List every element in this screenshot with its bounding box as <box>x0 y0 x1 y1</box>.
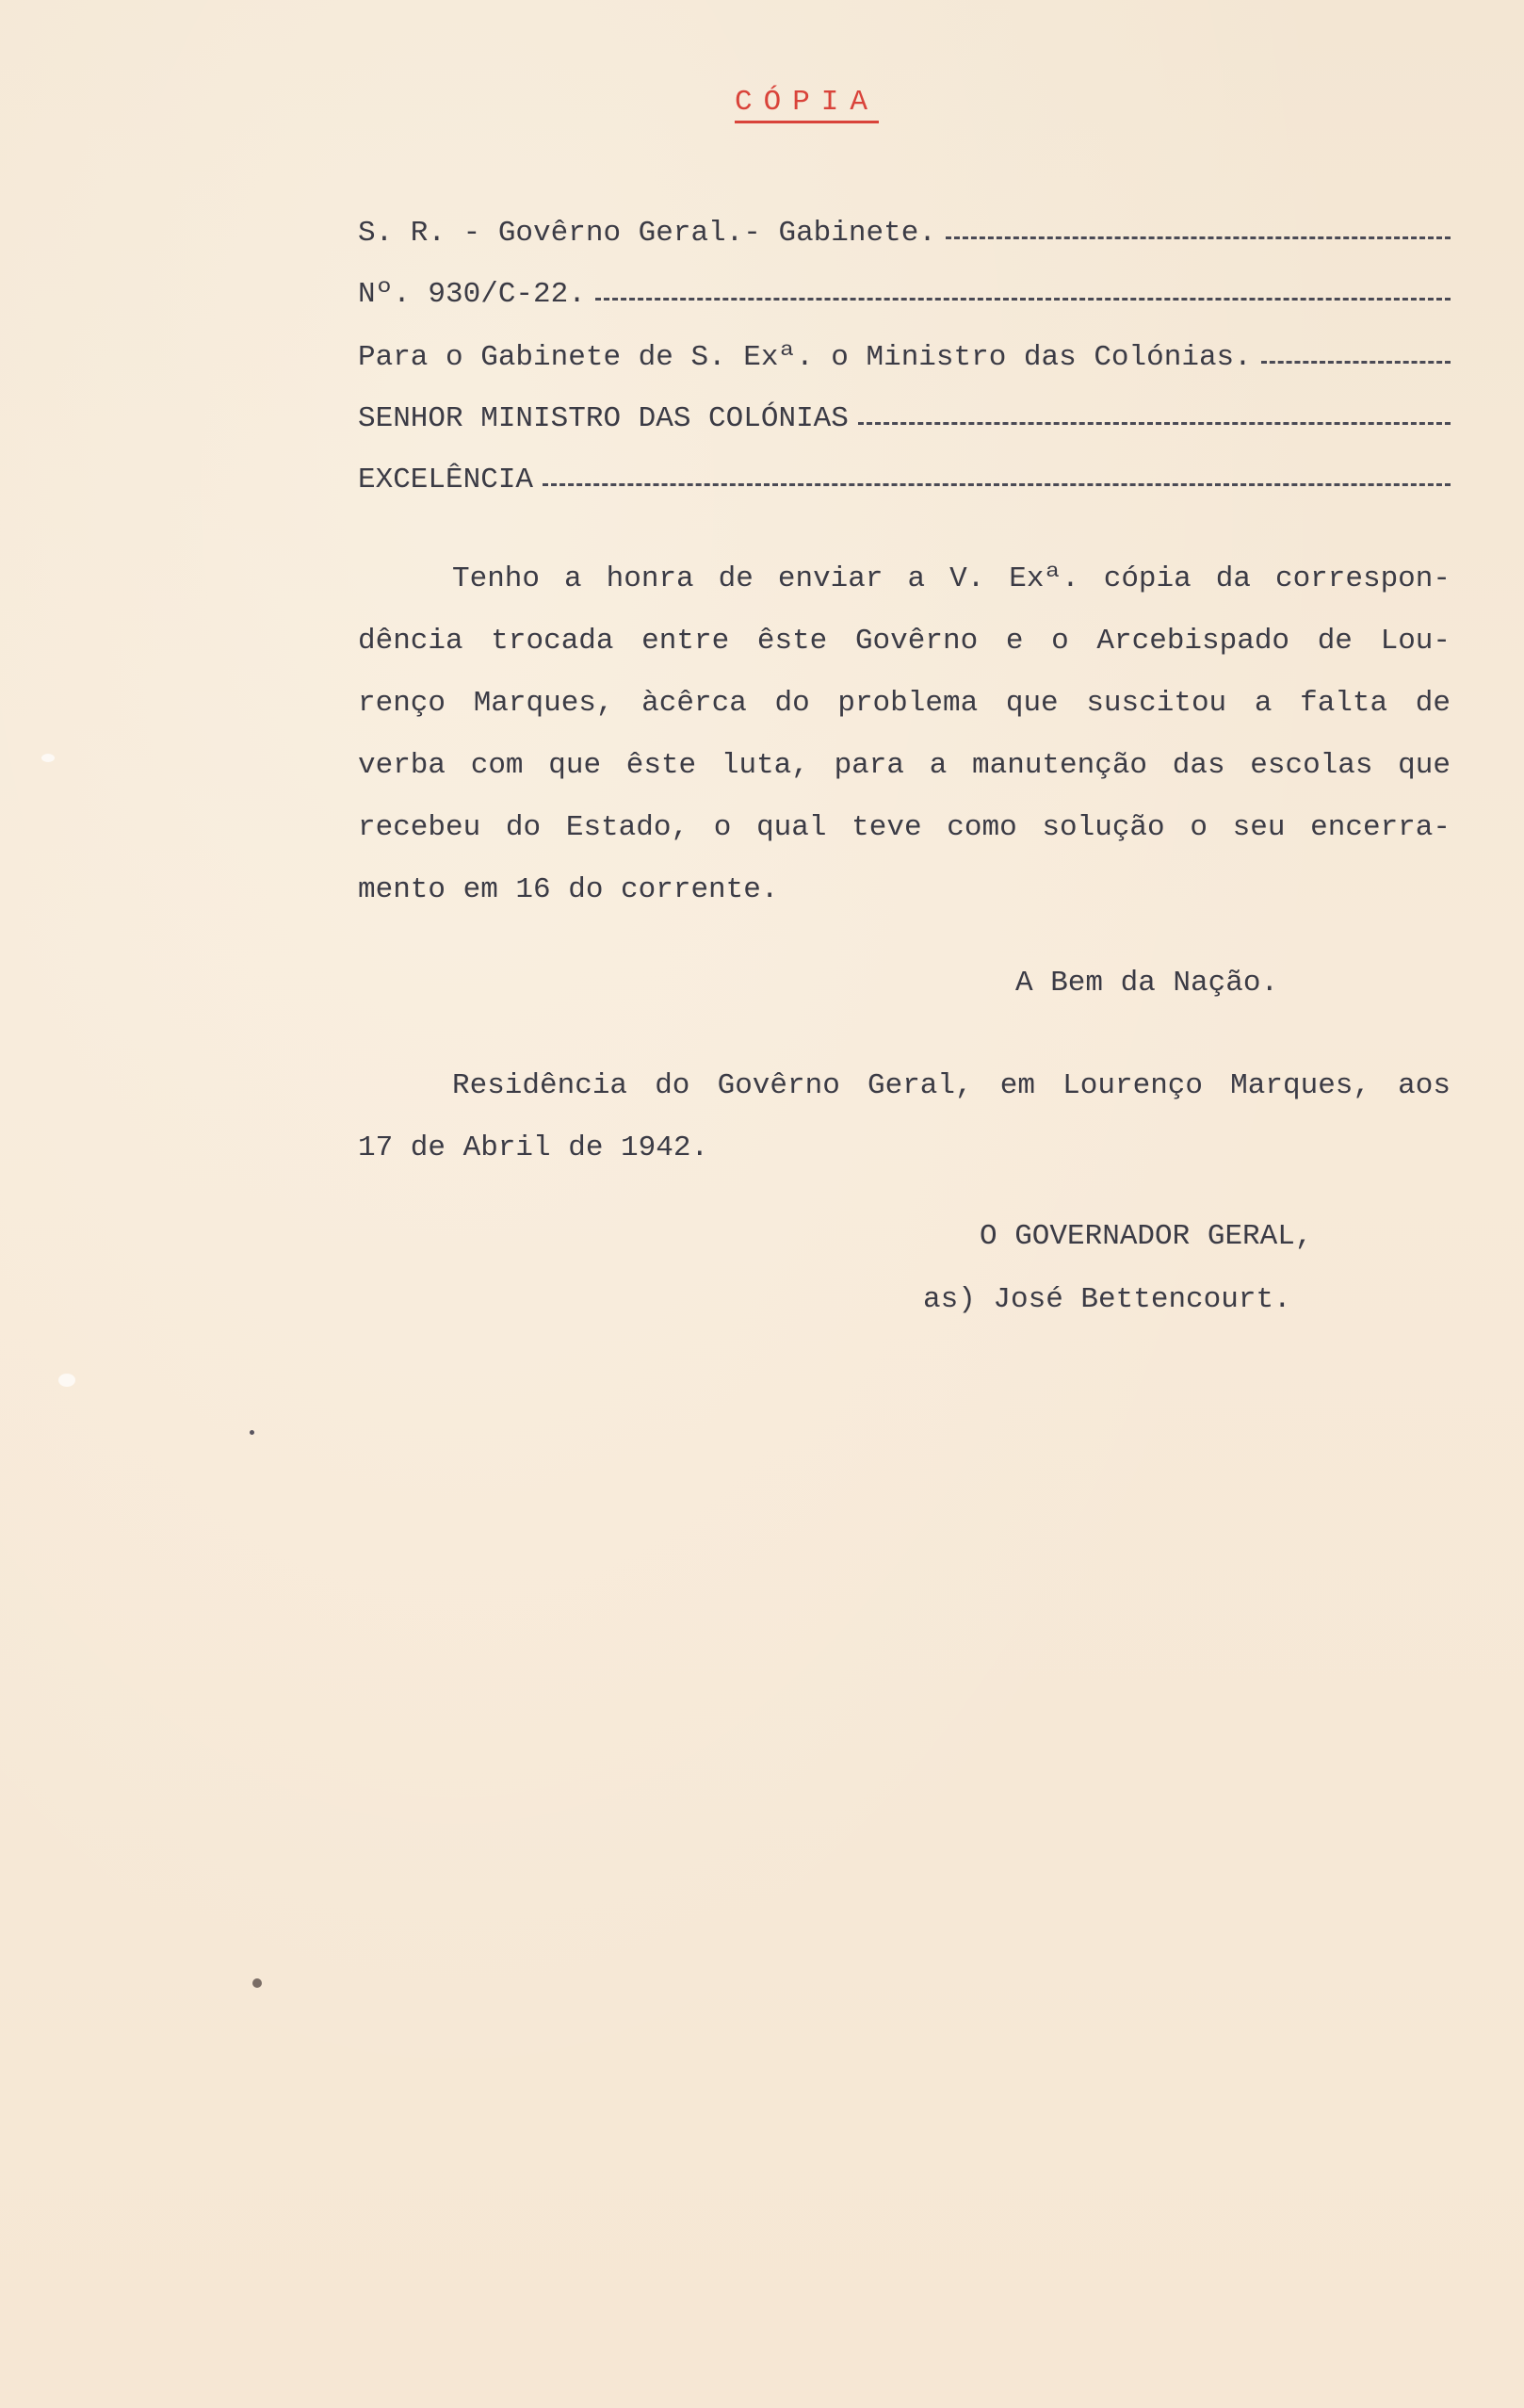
body-line: recebeu do Estado, o qual teve como solução o seu encerra- <box>358 811 1451 844</box>
header-line-salutation <box>358 400 1451 438</box>
paper-speck <box>41 754 55 762</box>
dash-leader <box>543 483 1451 486</box>
dash-leader <box>1261 361 1451 364</box>
signatory-name: as) José Bettencourt. <box>923 1283 1291 1316</box>
place-date-line: Residência do Govêrno Geral, em Lourenço Marques, aos <box>452 1069 1451 1102</box>
place-date-paragraph <box>358 1055 1451 1180</box>
body-line: mento em 16 do corrente. <box>358 873 779 906</box>
header-line-recipient <box>358 339 1451 377</box>
body-line: dência trocada entre êste Govêrno e o Arcebispado de Lou- <box>358 625 1451 658</box>
header-recipient-text: Para o Gabinete de S. Exª. o Ministro das Colónias. <box>358 341 1252 374</box>
header-line-office <box>358 215 1451 252</box>
body-line: Tenho a honra de enviar a V. Exª. cópia da correspon- <box>452 562 1451 595</box>
header-number-text: Nº. 930/C-22. <box>358 278 586 311</box>
closing-formula: A Bem da Nação. <box>1015 967 1279 1000</box>
body-line: renço Marques, àcêrca do problema que suscitou a falta de <box>358 687 1451 720</box>
header-office-text: S. R. - Govêrno Geral.- Gabinete. <box>358 217 936 250</box>
place-date-line: 17 de Abril de 1942. <box>358 1131 709 1164</box>
body-line: verba com que êste luta, para a manutenção das escolas que <box>358 749 1451 782</box>
paper-speck <box>250 1430 254 1435</box>
header-line-number <box>358 276 1451 314</box>
dash-leader <box>595 298 1451 301</box>
header-line-excellency <box>358 462 1451 499</box>
paper-speck <box>252 1978 262 1988</box>
dash-leader <box>946 236 1451 239</box>
dash-leader <box>858 422 1451 425</box>
body-paragraph <box>358 548 1451 921</box>
header-excellency-text: EXCELÊNCIA <box>358 464 534 496</box>
signatory-title: O GOVERNADOR GERAL, <box>980 1220 1313 1253</box>
paper-speck <box>58 1374 75 1387</box>
header-salutation-text: SENHOR MINISTRO DAS COLÓNIAS <box>358 402 849 435</box>
copy-stamp-title: CÓPIA <box>735 87 879 123</box>
